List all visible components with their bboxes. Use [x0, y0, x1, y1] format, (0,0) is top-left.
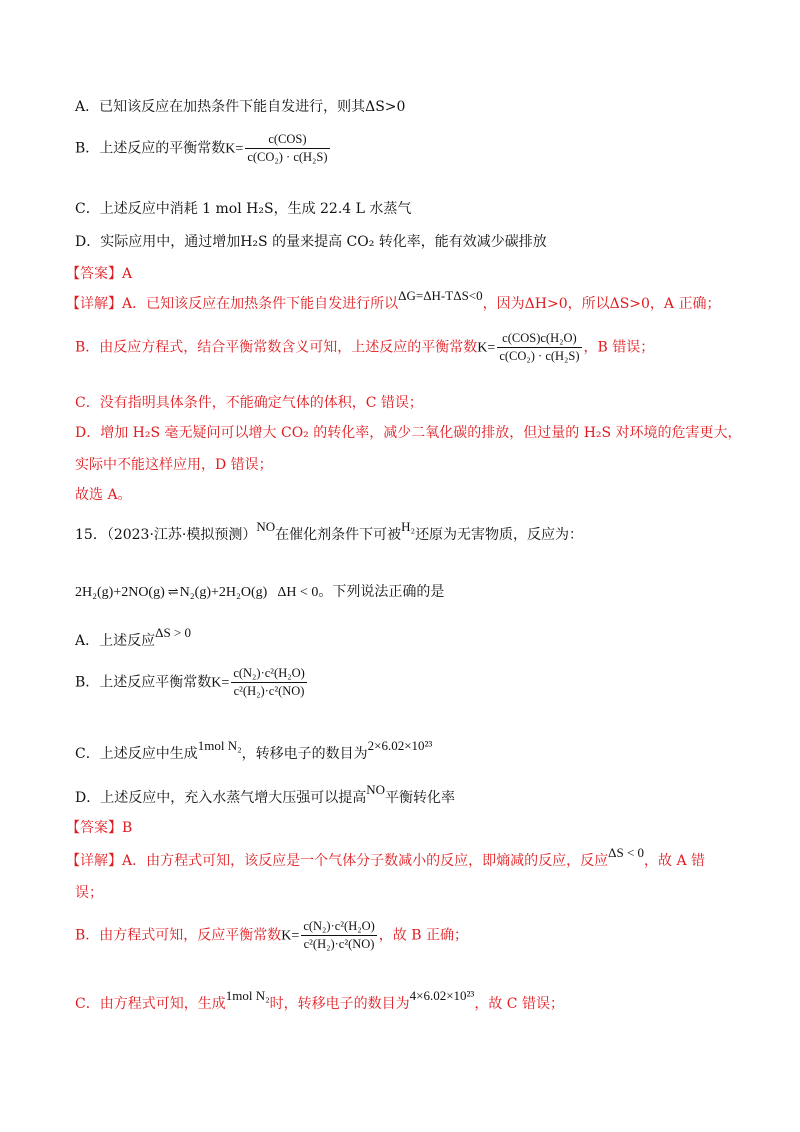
- detail-b-text: B．由反应方程式，结合平衡常数含义可知，上述反应的平衡常数: [75, 339, 478, 356]
- q14-option-d: D．实际应用中，通过增加H₂S 的量来提高 CO₂ 转化率，能有效减少碳排放: [75, 234, 547, 250]
- detail-b-end: ，B 错误；: [583, 339, 655, 356]
- option-b-k: K=: [211, 675, 230, 691]
- q14-detail-b: [75, 330, 654, 365]
- stem-mid: 在催化剂条件下可被: [275, 527, 402, 543]
- detail-b-k: K=: [477, 340, 496, 356]
- detail-c-text: C．由方程式可知，生成: [75, 996, 226, 1012]
- q15-detail-a-line2: 误；: [75, 885, 103, 901]
- q14-option-b-k: K=: [225, 141, 244, 157]
- answer-tag: 【答案】: [66, 820, 122, 836]
- q14-option-b-fraction: [245, 131, 329, 166]
- detail-a-math: ΔS < 0: [608, 845, 645, 860]
- q14-detail-a: [66, 288, 721, 314]
- stem-end: 还原为无害物质，反应为：: [415, 527, 584, 543]
- fraction-denominator: c(CO₂) · c(H₂S): [499, 349, 580, 363]
- q15-detail-b-fraction: [301, 918, 376, 953]
- q14-option-b-text: B．上述反应的平衡常数: [75, 140, 226, 157]
- detail-c-end: ，故 C 错误；: [474, 996, 564, 1012]
- equation-dh: ΔH < 0: [277, 585, 319, 600]
- q14-detail-d-line2: 实际中不能这样应用，D 错误；: [75, 457, 273, 473]
- q15-detail-c: [75, 988, 564, 1014]
- fraction-numerator: c(N₂)·c²(H₂O): [301, 918, 376, 936]
- answer-value: B: [122, 820, 133, 836]
- option-a-text: A．上述反应: [75, 633, 156, 649]
- detail-b-end: ，故 B 正确；: [378, 927, 468, 944]
- answer-value: A: [122, 266, 133, 282]
- equation-right: N₂(g)+2H₂O(g): [179, 585, 268, 600]
- option-d-text: D．上述反应中，充入水蒸气增大压强可以提高: [75, 790, 367, 806]
- equilibrium-arrow-icon: ⇌: [167, 585, 177, 600]
- detail-b-k: K=: [281, 928, 300, 944]
- option-c-number: 2×6.02×10²³: [367, 738, 433, 753]
- fraction-numerator: c(COS)c(H₂O): [497, 330, 581, 348]
- detail-b-text: B．由方程式可知，反应平衡常数: [75, 927, 282, 944]
- detail-a-end: ，故 A 错: [644, 853, 706, 869]
- option-d-no: NO: [366, 782, 386, 797]
- q15-option-b: [75, 665, 309, 700]
- detail-tag: 【详解】: [66, 296, 122, 312]
- fraction-numerator: c(N₂)·c²(H₂O): [231, 665, 306, 683]
- fraction-denominator: c(CO₂) · c(H₂S): [247, 150, 328, 164]
- fraction-denominator: c²(H₂)·c²(NO): [303, 937, 375, 951]
- equation-left: 2H₂(g)+2NO(g): [75, 585, 165, 600]
- q15-option-a: [75, 625, 192, 651]
- q14-answer: [66, 264, 132, 284]
- detail-a-formula: ΔG=ΔH-TΔS<0: [398, 288, 483, 303]
- option-d-end: 平衡转化率: [385, 790, 456, 806]
- question-source: （2023·江苏·模拟预测）: [106, 527, 257, 543]
- stem-h2: H₂: [401, 519, 416, 534]
- q15-equation: [75, 582, 444, 603]
- stem-no: NO: [256, 519, 276, 534]
- question-number: 15．: [75, 527, 107, 543]
- detail-c-number: 4×6.02×10²³: [409, 988, 475, 1003]
- q14-detail-c: C．没有指明具体条件，不能确定气体的体积，C 错误；: [75, 395, 423, 411]
- q14-detail-b-fraction: [497, 330, 581, 365]
- q15-detail-a-line1: [66, 845, 706, 871]
- fraction-denominator: c²(H₂)·c²(NO): [233, 684, 305, 698]
- detail-c-mol: 1mol N₂: [225, 988, 270, 1003]
- q15-stem: [75, 519, 584, 545]
- fraction-numerator: c(COS): [245, 131, 329, 149]
- answer-tag: 【答案】: [66, 266, 122, 282]
- detail-a-end: ，因为ΔH>0，所以ΔS>0，A 正确；: [482, 296, 721, 312]
- detail-c-mid: 时，转移电子的数目为: [269, 996, 410, 1012]
- detail-tag: 【详解】: [66, 853, 122, 869]
- option-c-text: C．上述反应中生成: [75, 746, 198, 762]
- q14-option-a: A．已知该反应在加热条件下能自发进行，则其ΔS>0: [75, 99, 406, 115]
- detail-a-text: A．由方程式可知，该反应是一个气体分子数减小的反应，即熵减的反应，反应: [122, 853, 609, 869]
- q14-option-b: [75, 131, 332, 166]
- q14-conclusion: 故选 A。: [75, 487, 132, 503]
- option-c-mid: ，转移电子的数目为: [241, 746, 368, 762]
- detail-a-text: A．已知该反应在加热条件下能自发进行所以: [122, 296, 399, 312]
- q15-option-d: [75, 782, 456, 808]
- equation-tail: 。下列说法正确的是: [318, 584, 445, 600]
- q15-detail-b: [75, 918, 468, 953]
- q14-detail-d-line1: D．增加 H₂S 毫无疑问可以增大 CO₂ 的转化率，减少二氧化碳的排放，但过量的 H₂S 对环境的危害更大，: [75, 425, 742, 441]
- q15-answer: [66, 818, 132, 838]
- q15-option-c: [75, 738, 433, 764]
- q14-option-c: C．上述反应中消耗 1 mol H₂S，生成 22.4 L 水蒸气: [75, 201, 412, 217]
- option-c-mol: 1mol N₂: [197, 738, 242, 753]
- q15-option-b-fraction: [231, 665, 306, 700]
- option-b-text: B．上述反应平衡常数: [75, 674, 212, 691]
- option-a-math: ΔS > 0: [155, 625, 192, 640]
